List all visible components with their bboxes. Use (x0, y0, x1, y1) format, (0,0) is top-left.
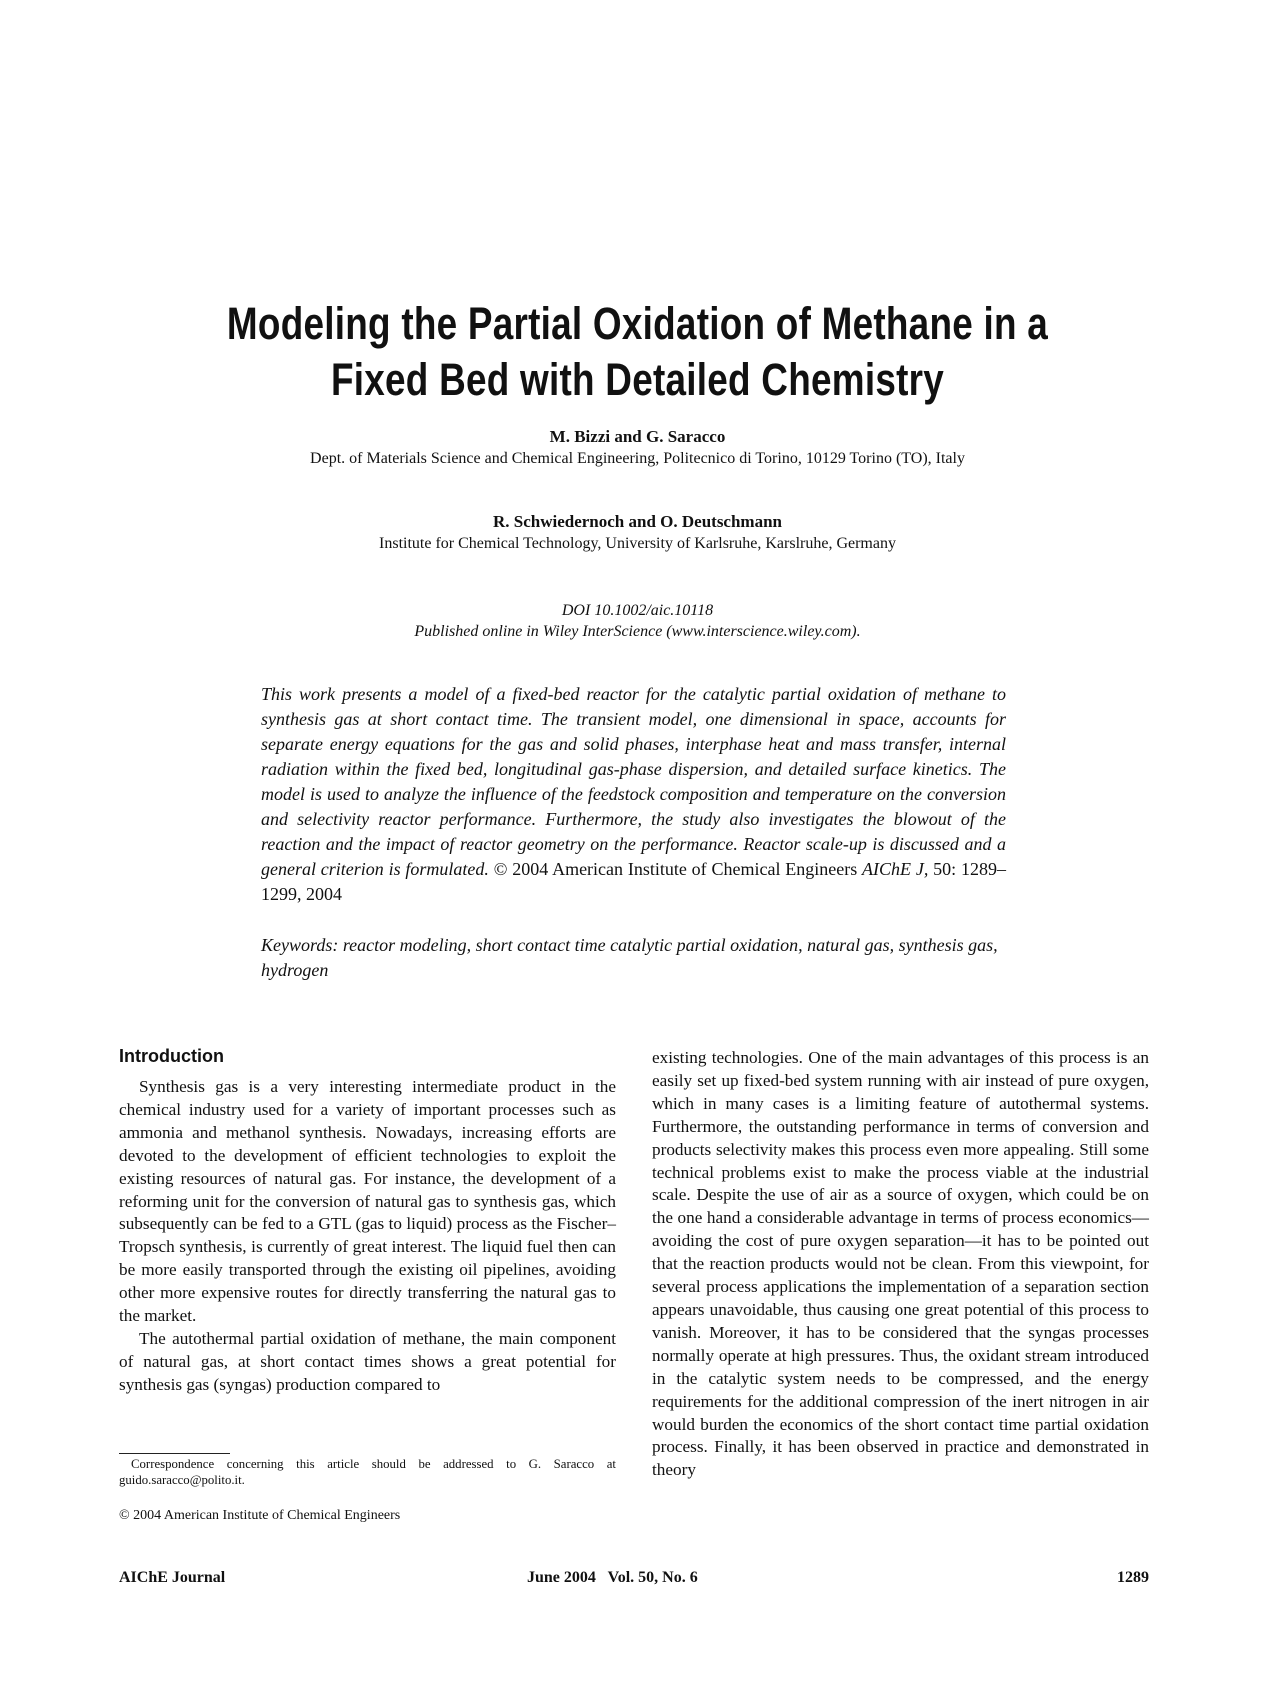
author-names: M. Bizzi and G. Saracco (549, 427, 726, 446)
right-column (652, 1047, 1149, 1482)
paragraph: Synthesis gas is a very interesting intermediate product in the chemical industry used for a variety of important processes such as ammonia and methanol synthesis. Nowadays, increasing efforts are devoted to the development of efficient technologies to exploit the existing resources of natural gas. For instance, the development of a reforming unit for the conversion of natural gas to synthesis gas, which subsequently can be fed to a GTL (gas to liquid) process as the Fischer–Tropsch synthesis, is currently of great interest. The liquid fuel then can be more easily transported through the existing oil pipelines, avoiding other more expensive routes for directly transferring the natural gas to the market. (119, 1077, 616, 1326)
author-affiliation: Dept. of Materials Science and Chemical Engineering, Politecnico di Torino, 10129 Torino (TO), Italy (310, 450, 965, 467)
paper-title (197, 296, 1079, 408)
author-group-2 (0, 511, 1275, 554)
paragraph: existing technologies. One of the main advantages of this process is an easily set up fixed-bed system running with air instead of pure oxygen, which in many cases is a limiting feature of autothermal systems. Furthermore, the outstanding performance in terms of conversion and products selectivity makes this process even more appealing. Still some technical problems exist to make the process viable at the industrial scale. Despite the use of air as a source of oxygen, which could be on the one hand a considerable advantage in terms of process economics—avoiding the cost of pure oxygen separation—it has to be pointed out that the reaction products would not be clean. From this viewpoint, for several process applications the implementation of a separation section appears unavoidable, thus causing one great potential of this process to vanish. Moreover, it has to be considered that the syngas processes normally operate at high pressures. Thus, the oxidant stream introduced in the catalytic system needs to be compressed, and the energy requirements for the additional compression of the inert nitrogen in air would burden the economics of the short contact time partial oxidation process. Finally, it has been observed in practice and demonstrated in theory (652, 1048, 1149, 1480)
published-online: Published online in Wiley InterScience (www.interscience.wiley.com). (414, 623, 861, 640)
page-number: 1289 (1117, 1569, 1149, 1586)
author-affiliation: Institute for Chemical Technology, University of Karlsruhe, Karslruhe, Germany (379, 535, 896, 552)
footnote-divider (119, 1453, 230, 1454)
left-column (119, 1046, 616, 1397)
publication-info (0, 600, 1275, 642)
keywords: Keywords: reactor modeling, short contact time catalytic partial oxidation, natural gas, synthesis gas, hydrogen (261, 935, 998, 980)
author-names: R. Schwiedernoch and O. Deutschmann (492, 512, 783, 531)
footer-journal: AIChE Journal (119, 1569, 226, 1586)
abstract-citation: 50: 1289–1299, 2004 (261, 859, 1006, 904)
title-line-1: Modeling the Partial Oxidation of Methane in a (226, 298, 1049, 349)
footer-issue: June 2004 Vol. 50, No. 6 (527, 1569, 698, 1586)
abstract-text: This work presents a model of a fixed-bed reactor for the catalytic partial oxidation of methane to synthesis gas at short contact time. The transient model, one dimensional in space, accounts for separate energy equations for the gas and solid phases, interphase heat and mass transfer, internal radiation within the fixed bed, longitudinal gas-phase dispersion, and detailed surface kinetics. The model is used to analyze the influence of the feedstock composition and temperature on the conversion and selectivity reactor performance. Furthermore, the study also investigates the blowout of the reaction and the impact of reactor geometry on the performance. Reactor scale-up is discussed and a general criterion is formulated. (261, 684, 1006, 879)
footnote (119, 1456, 616, 1488)
correspondence-note: Correspondence concerning this article should be addressed to G. Saracco at guido.saracco@polito.it. (119, 1457, 616, 1487)
section-heading: Introduction (119, 1046, 224, 1066)
copyright-notice: © 2004 American Institute of Chemical Engineers (119, 1508, 401, 1523)
doi: DOI 10.1002/aic.10118 (561, 602, 714, 619)
author-group-1 (0, 426, 1275, 469)
abstract (261, 682, 1006, 907)
abstract-journal: AIChE J, (862, 859, 929, 879)
abstract-copyright: © 2004 American Institute of Chemical Engineers (488, 859, 863, 879)
title-line-2: Fixed Bed with Detailed Chemistry (330, 354, 945, 405)
paragraph: The autothermal partial oxidation of methane, the main component of natural gas, at short contact times shows a great potential for synthesis gas (syngas) production compared to (119, 1328, 616, 1394)
